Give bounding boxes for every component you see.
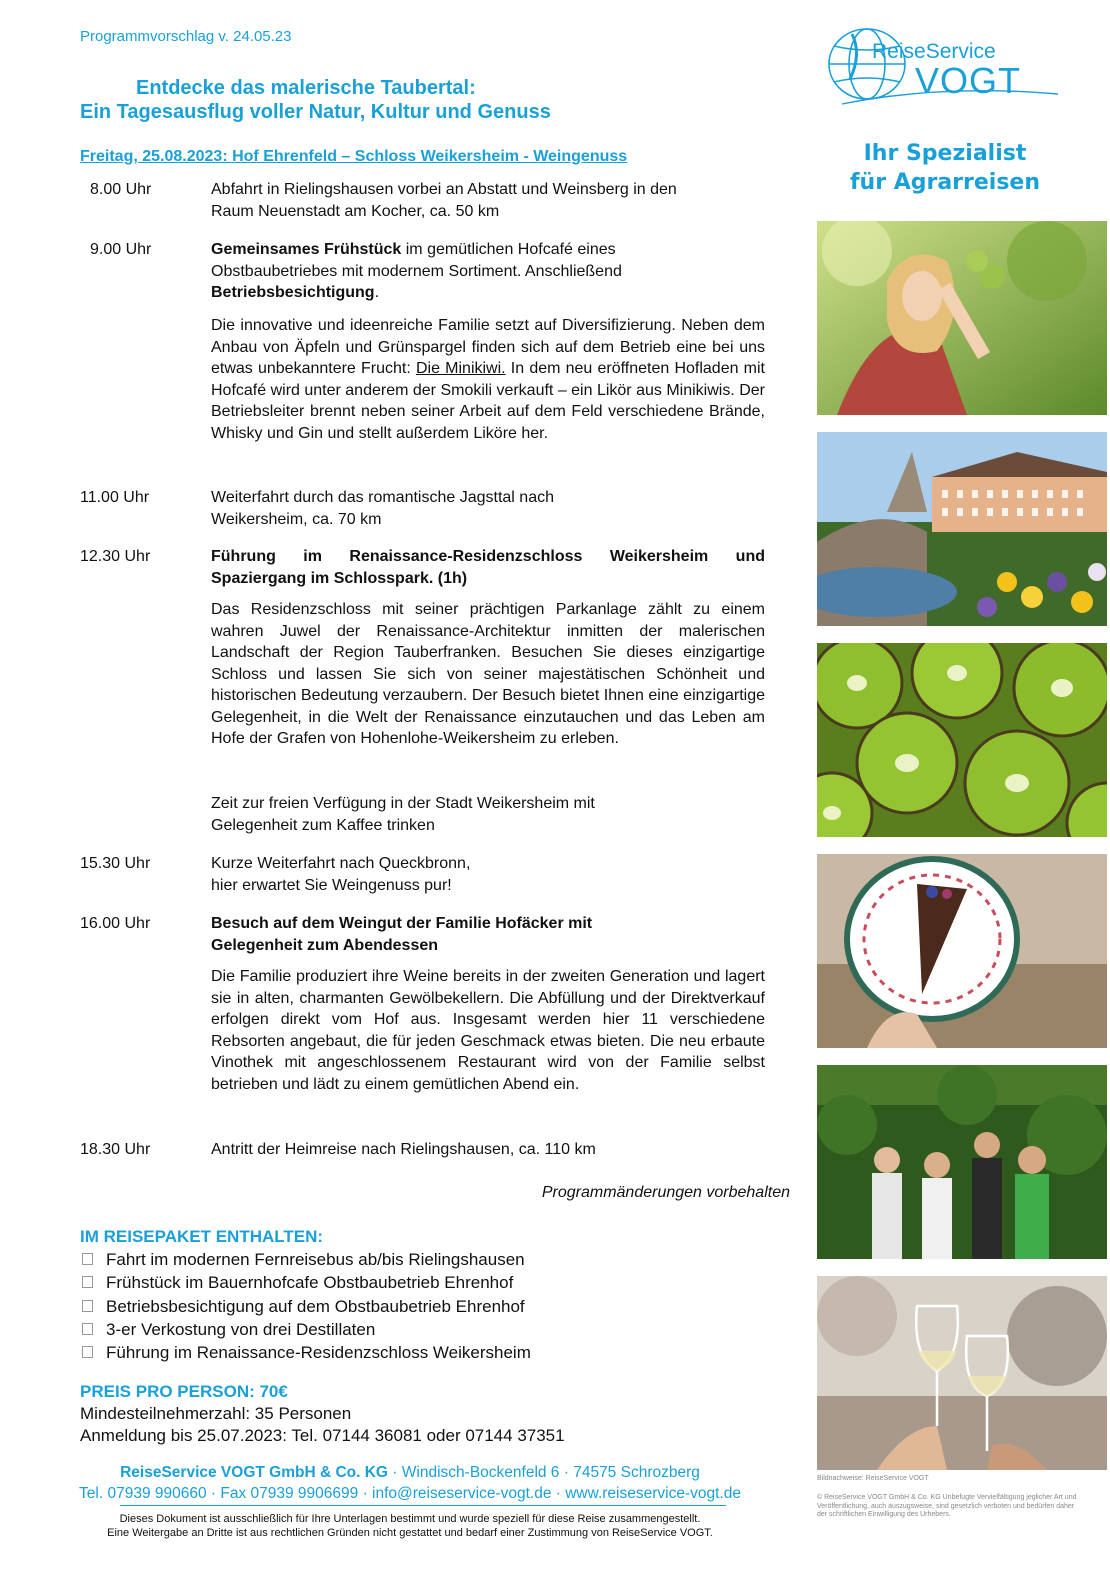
time-1600: 16.00 Uhr	[80, 915, 151, 932]
changes-note: Programmänderungen vorbehalten	[541, 1184, 790, 1201]
registration: Anmeldung bis 25.07.2023: Tel. 07144 36081 oder 07144 37351	[80, 1426, 565, 1445]
desc-line	[211, 239, 765, 261]
bold-text: Gemeinsames Frühstück	[211, 241, 402, 258]
paragraph-1230: Das Residenzschloss mit seiner prächtigen Parkanlage zählt zu einem wahren Juwel der Renaissance-Architektur inmitten der malerischen Landschaft der Region Tauberfranken. Besuchen Sie dieses einzigartige Schloss und lassen Sie sich von seiner majestätischen Schönheit und historischen Bedeutung verzaubern. Der Besuch bietet Ihnen eine einzigartige Gelegenheit, in die Welt der Renaissance einzutauchen und das Leben am Hofe der Grafen von Hohenlohe-Weikersheim zu erleben.	[211, 601, 765, 747]
text: im gemütlichen Hofcafé eines	[401, 241, 616, 258]
checkbox-icon	[82, 1253, 93, 1265]
package-item	[82, 1249, 525, 1271]
package-item	[82, 1272, 513, 1294]
checkbox-icon	[82, 1276, 93, 1288]
paragraph-0900	[211, 315, 765, 444]
desc-1100	[211, 487, 765, 530]
desc-line: Gelegenheit zum Abendessen	[211, 936, 439, 954]
copyright-note: © ReiseService VOGT GmbH & Co. KG Unbefugte Vervielfältigung jeglicher Art und Veröffentlichung, auch auszugsweise, sind gesetzlich verboten und bedürfen daher der schriftlichen Einwilligung des Urhebers.	[817, 1494, 1077, 1518]
desc-0800	[211, 179, 765, 222]
time-1100: 11.00 Uhr	[80, 489, 150, 506]
checkbox-icon	[82, 1323, 93, 1335]
package-item	[82, 1342, 531, 1364]
photo-wine-glasses	[817, 1276, 1107, 1470]
version-note: Programmvorschlag v. 24.05.23	[80, 28, 292, 45]
footer-divider	[120, 1505, 726, 1506]
disclaimer-line-1: Dieses Dokument ist ausschließlich für Ihre Unterlagen bestimmt und wurde speziell für diese Reise zusammengestellt.	[119, 1513, 701, 1525]
desc-line: Zeit zur freien Verfügung in der Stadt Weikersheim mit	[211, 795, 595, 812]
time-0900: 9.00 Uhr	[90, 241, 152, 258]
desc-0900	[211, 239, 765, 304]
desc-1530	[211, 853, 765, 896]
package-item-label: Frühstück im Bauernhofcafe Obstbaubetrieb Ehrenhof	[106, 1273, 514, 1292]
package-item-label: 3-er Verkostung von drei Destillaten	[106, 1320, 376, 1339]
price-heading: PREIS PRO PERSON: 70€	[80, 1382, 288, 1401]
text: Die innovative und ideenreiche Familie setzt auf Diversifizierung. Neben dem Anbau von Äpfeln und Grünspargel finden sich auf dem Betrieb eine bei uns etwas unbekanntere Frucht:	[211, 317, 765, 377]
day-heading: Freitag, 25.08.2023: Hof Ehrenfeld – Schloss Weikersheim - Weingenuss	[80, 148, 628, 165]
desc-line: Kurze Weiterfahrt nach Queckbronn,	[211, 855, 471, 872]
desc-1230	[211, 546, 765, 589]
photo-vineyard-group	[817, 1065, 1107, 1259]
slogan-line-1: Ihr Spezialist	[863, 141, 1027, 166]
desc-line: Obstbaubetriebes mit modernem Sortiment. Anschließend	[211, 262, 622, 280]
desc-line: Führung im Renaissance-Residenzschloss Weikersheim und	[211, 548, 765, 565]
desc-line: Spaziergang im Schlosspark. (1h)	[211, 569, 468, 587]
photo-credit: Bildnachweise: ReiseService VOGT	[817, 1475, 929, 1482]
logo-wordmark-bottom: VOGT	[915, 60, 1022, 101]
package-item-label: Betriebsbesichtigung auf dem Obstbaubetrieb Ehrenhof	[106, 1297, 525, 1316]
time-1830: 18.30 Uhr	[80, 1141, 151, 1158]
slogan-line-2: für Agrarreisen	[849, 170, 1041, 195]
company-address: · Windisch-Bockenfeld 6 · 74575 Schrozberg	[388, 1464, 700, 1481]
desc-line: hier erwartet Sie Weingenuss pur!	[211, 876, 452, 894]
package-item-label: Führung im Renaissance-Residenzschloss Weikersheim	[106, 1343, 531, 1362]
disclaimer-line-2: Eine Weitergabe an Dritte ist aus rechtlichen Gründen nicht gestattet und bedarf einer Zustimmung von ReiseService VOGT.	[107, 1527, 713, 1539]
checkbox-icon	[82, 1346, 93, 1358]
photo-kiwi-slices	[817, 643, 1107, 837]
desc-1830: Antritt der Heimreise nach Rielingshausen, ca. 110 km	[211, 1141, 596, 1158]
text: In dem neu eröffneten Hofladen mit Hofcafé wird unter anderem der Smokili verkauft – ein Likör aus Minikiwis. Der Betriebsleiter brennt neben seiner Arbeit auf dem Feld verschiedene Brände, Whisky und Gin und stellt außerdem Liköre her.	[211, 360, 765, 442]
desc-1600	[211, 913, 765, 956]
desc-line: Raum Neuenstadt am Kocher, ca. 50 km	[211, 202, 500, 220]
desc-line: Weiterfahrt durch das romantische Jagsttal nach	[211, 489, 554, 506]
text: .	[374, 284, 380, 301]
free-time	[211, 793, 765, 836]
footer-contact[interactable]: Tel. 07939 990660 · Fax 07939 9906699 · info@reiseservice-vogt.de · www.reiseservice-vogt.de	[79, 1485, 741, 1502]
desc-line: Weikersheim, ca. 70 km	[211, 510, 382, 528]
time-1530: 15.30 Uhr	[80, 855, 151, 872]
min-participants: Mindesteilnehmerzahl: 35 Personen	[80, 1404, 352, 1423]
package-item	[82, 1319, 375, 1341]
desc-line: Gelegenheit zum Kaffee trinken	[211, 816, 435, 834]
footer-company	[0, 1464, 820, 1482]
title-line-1: Entdecke das malerische Taubertal:	[136, 77, 476, 99]
photo-apple-harvest	[817, 221, 1107, 415]
checkbox-icon	[82, 1300, 93, 1312]
time-0800: 8.00 Uhr	[90, 181, 152, 198]
package-item-label: Fahrt im modernen Fernreisebus ab/bis Rielingshausen	[106, 1250, 525, 1269]
photo-castle-weikersheim	[817, 432, 1107, 626]
desc-line	[211, 282, 765, 304]
bold-text: Betriebsbesichtigung	[211, 284, 375, 301]
logo-wordmark-top: ReiseService	[872, 40, 996, 63]
paragraph-1600: Die Familie produziert ihre Weine bereits in der zweiten Generation und lagert sie in alten, charmanten Gewölbekellern. Die Abfüllung und der Direktverkauf erfolgen direkt vom Hof aus. Insgesamt werden hier 11 verschiedene Rebsorten angebaut, die für jeden Geschmack etwas bieten. Die neu erbaute Vinothek mit angeschlossenem Restaurant wird von der Familie selbst betrieben und lädt zu einem gemütlichen Abend ein.	[211, 968, 765, 1093]
package-item	[82, 1296, 525, 1318]
desc-line: Abfahrt in Rielingshausen vorbei an Abstatt und Weinsberg in den	[211, 181, 677, 198]
photo-chocolate-cake	[817, 854, 1107, 1048]
minikiwi-link[interactable]: Die Minikiwi.	[415, 360, 506, 377]
time-1230: 12.30 Uhr	[80, 548, 151, 565]
company-name: ReiseService VOGT GmbH & Co. KG	[120, 1464, 388, 1481]
package-heading: IM REISEPAKET ENTHALTEN:	[80, 1227, 324, 1246]
title-line-2: Ein Tagesausflug voller Natur, Kultur und Genuss	[80, 101, 551, 123]
desc-line: Besuch auf dem Weingut der Familie Hofäcker mit	[211, 915, 593, 932]
